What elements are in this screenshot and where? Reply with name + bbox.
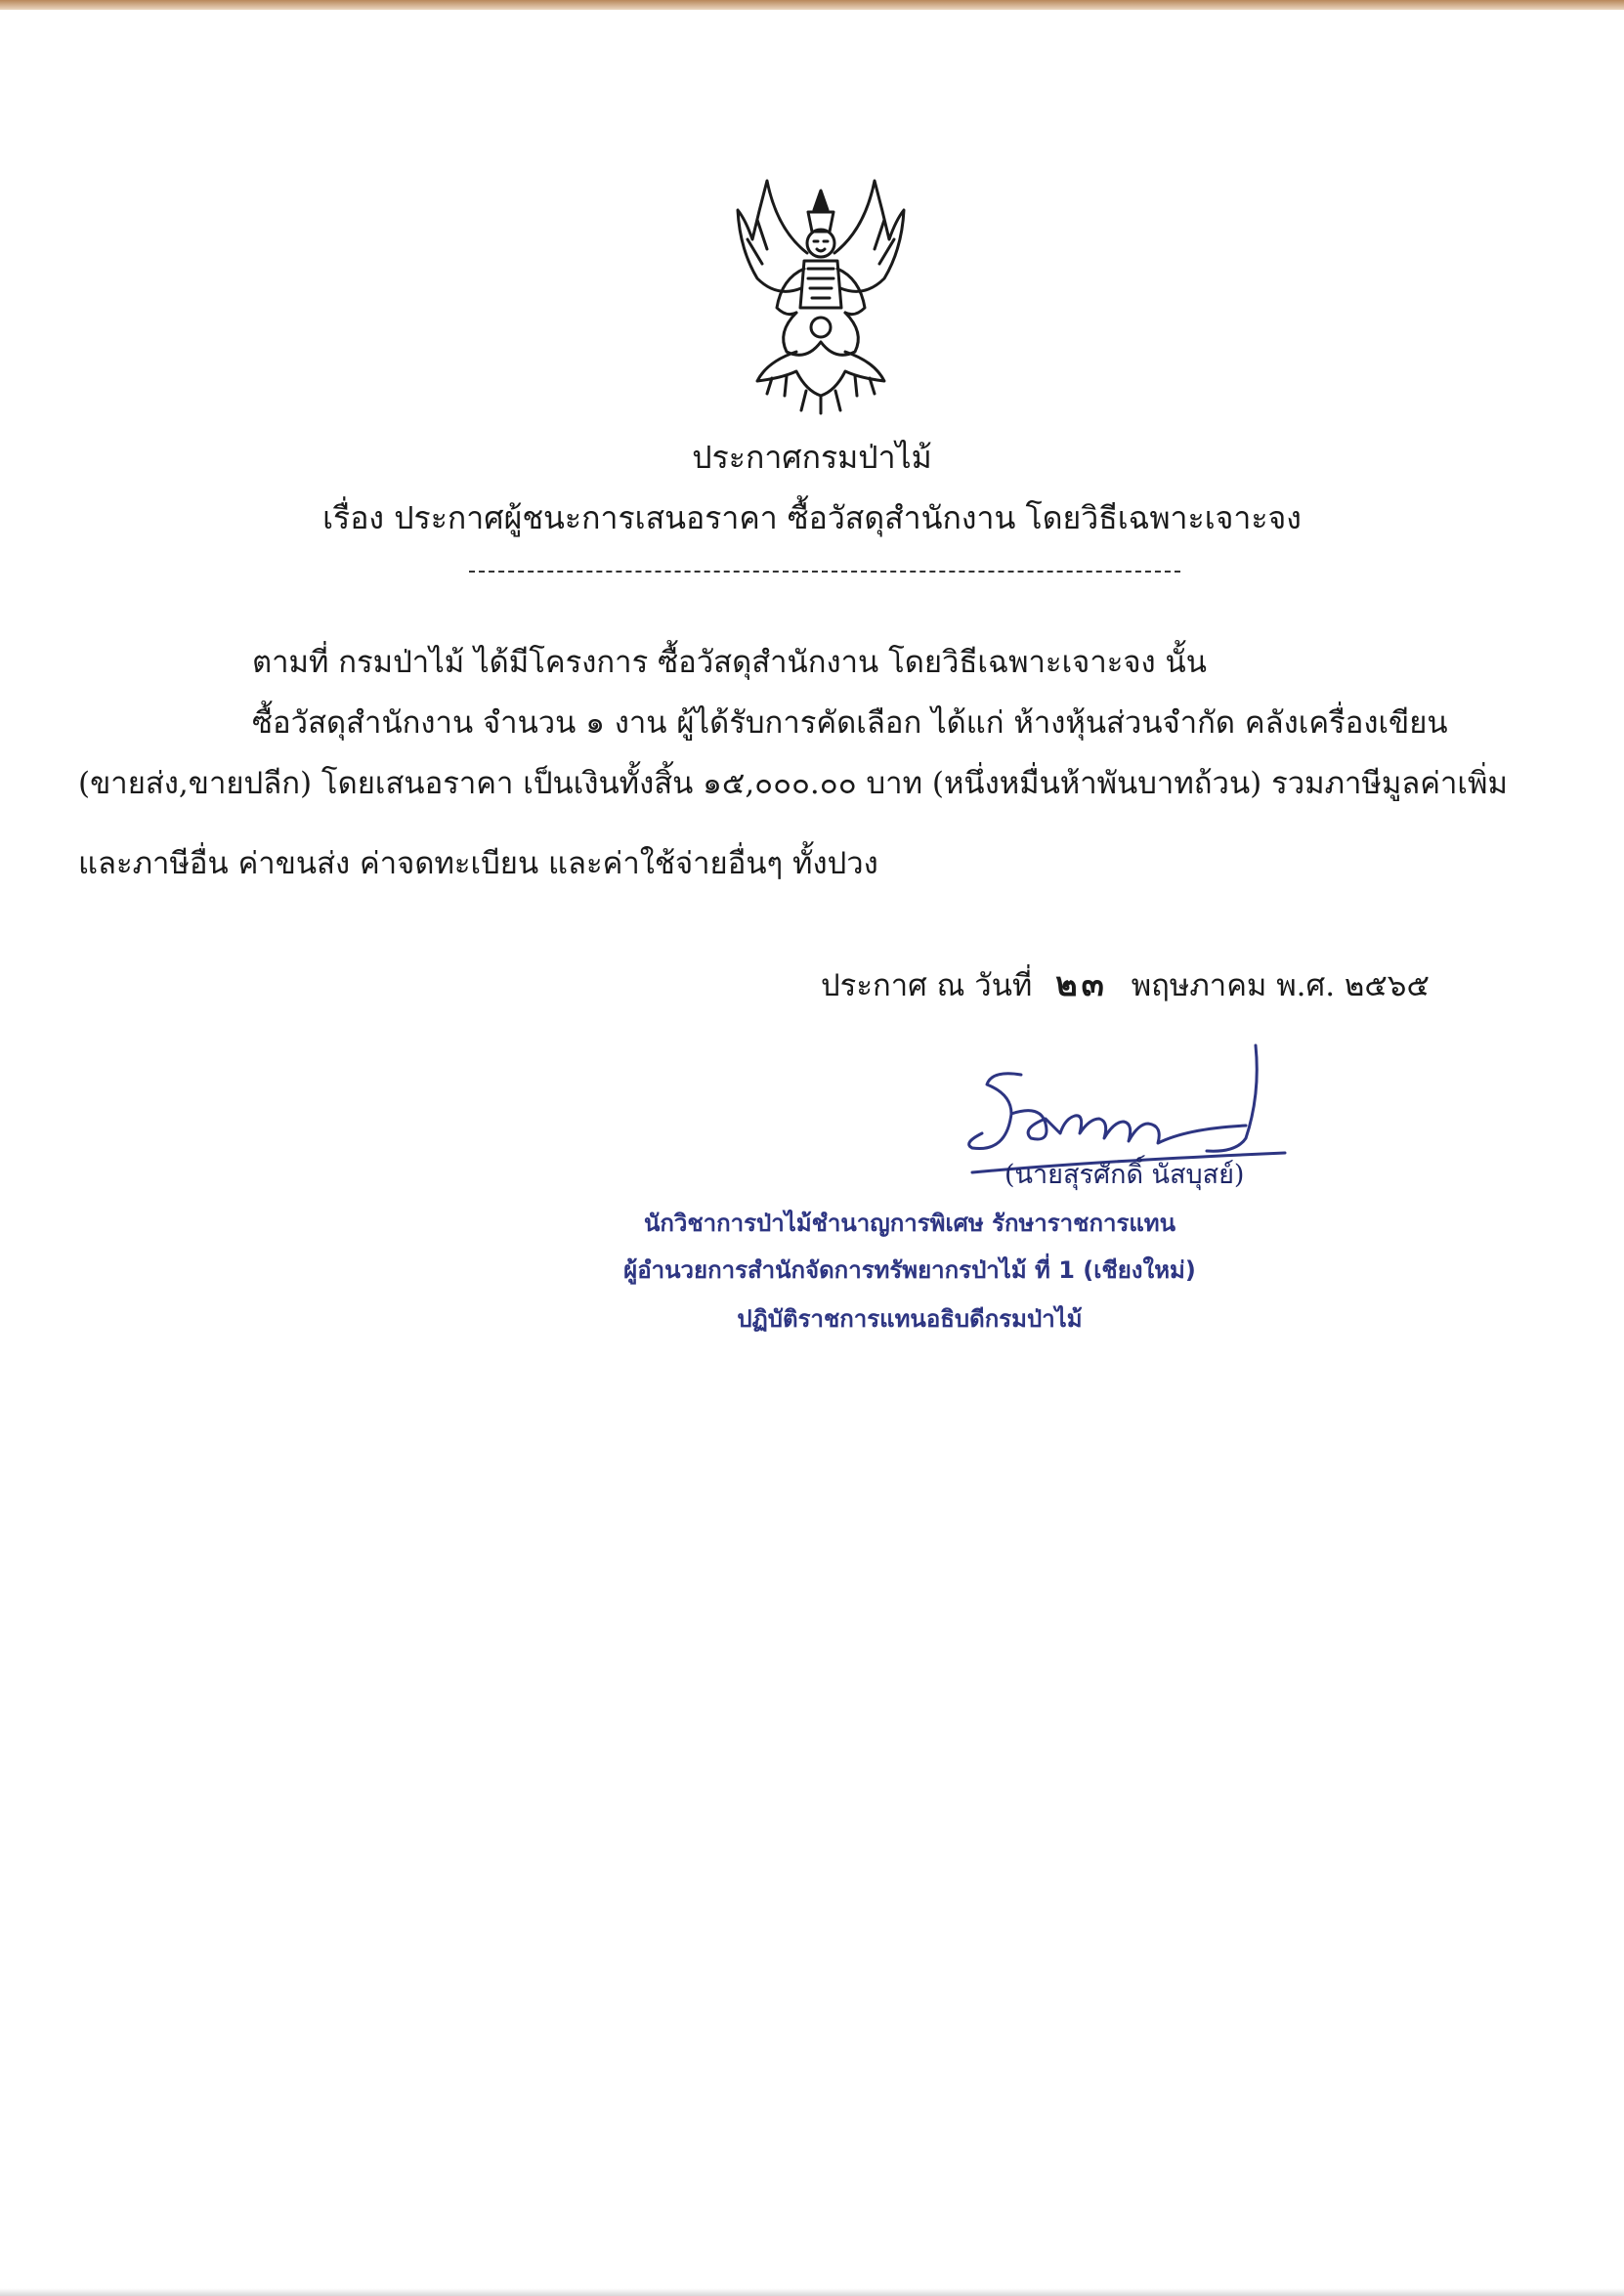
body-line-1: ตามที่ กรมป่าไม้ ได้มีโครงการ ซื้อวัสดุสำนักงาน โดยวิธีเฉพาะเจาะจง นั้น <box>252 645 1207 680</box>
signer-name: (นายสุรศักดิ์ นัสบุสย์) <box>1004 1160 1245 1190</box>
date-prefix: ประกาศ ณ วันที่ <box>821 968 1033 1003</box>
announcement-date <box>821 965 1430 1005</box>
garuda-emblem-icon <box>699 171 943 415</box>
document-subject: เรื่อง ประกาศผู้ชนะการเสนอราคา ซื้อวัสดุสำนักงาน โดยวิธีเฉพาะเจาะจง <box>322 499 1302 536</box>
signer-position-line-1: นักวิชาการป่าไม้ชำนาญการพิเศษ รักษาราชการแทน <box>643 1210 1176 1237</box>
body-line-4: และภาษีอื่น ค่าขนส่ง ค่าจดทะเบียน และค่าใช้จ่ายอื่นๆ ทั้งปวง <box>78 846 878 881</box>
dashed-divider <box>469 571 1180 573</box>
date-day: ๒๓ <box>1055 965 1108 1004</box>
body-line-3: (ขายส่ง,ขายปลีก) โดยเสนอราคา เป็นเงินทั้งสิ้น ๑๕,๐๐๐.๐๐ บาท (หนึ่งหมื่นห้าพันบาทถ้วน) รวมภาษีมูลค่าเพิ่ม <box>78 766 1508 801</box>
signer-position-line-2: ผู้อำนวยการสำนักจัดการทรัพยากรป่าไม้ ที่ 1 (เชียงใหม่) <box>623 1256 1196 1284</box>
date-suffix: พฤษภาคม พ.ศ. ๒๕๖๕ <box>1131 968 1430 1003</box>
document-title: ประกาศกรมป่าไม้ <box>692 439 932 476</box>
top-edge-strip <box>0 0 1624 10</box>
bottom-edge-strip <box>0 2288 1624 2296</box>
signer-position-line-3: ปฏิบัติราชการแทนอธิบดีกรมป่าไม้ <box>737 1305 1083 1333</box>
body-line-2: ซื้อวัสดุสำนักงาน จำนวน ๑ งาน ผู้ได้รับการคัดเลือก ได้แก่ ห้างหุ้นส่วนจำกัด คลังเครื่องเขียน <box>252 705 1448 741</box>
